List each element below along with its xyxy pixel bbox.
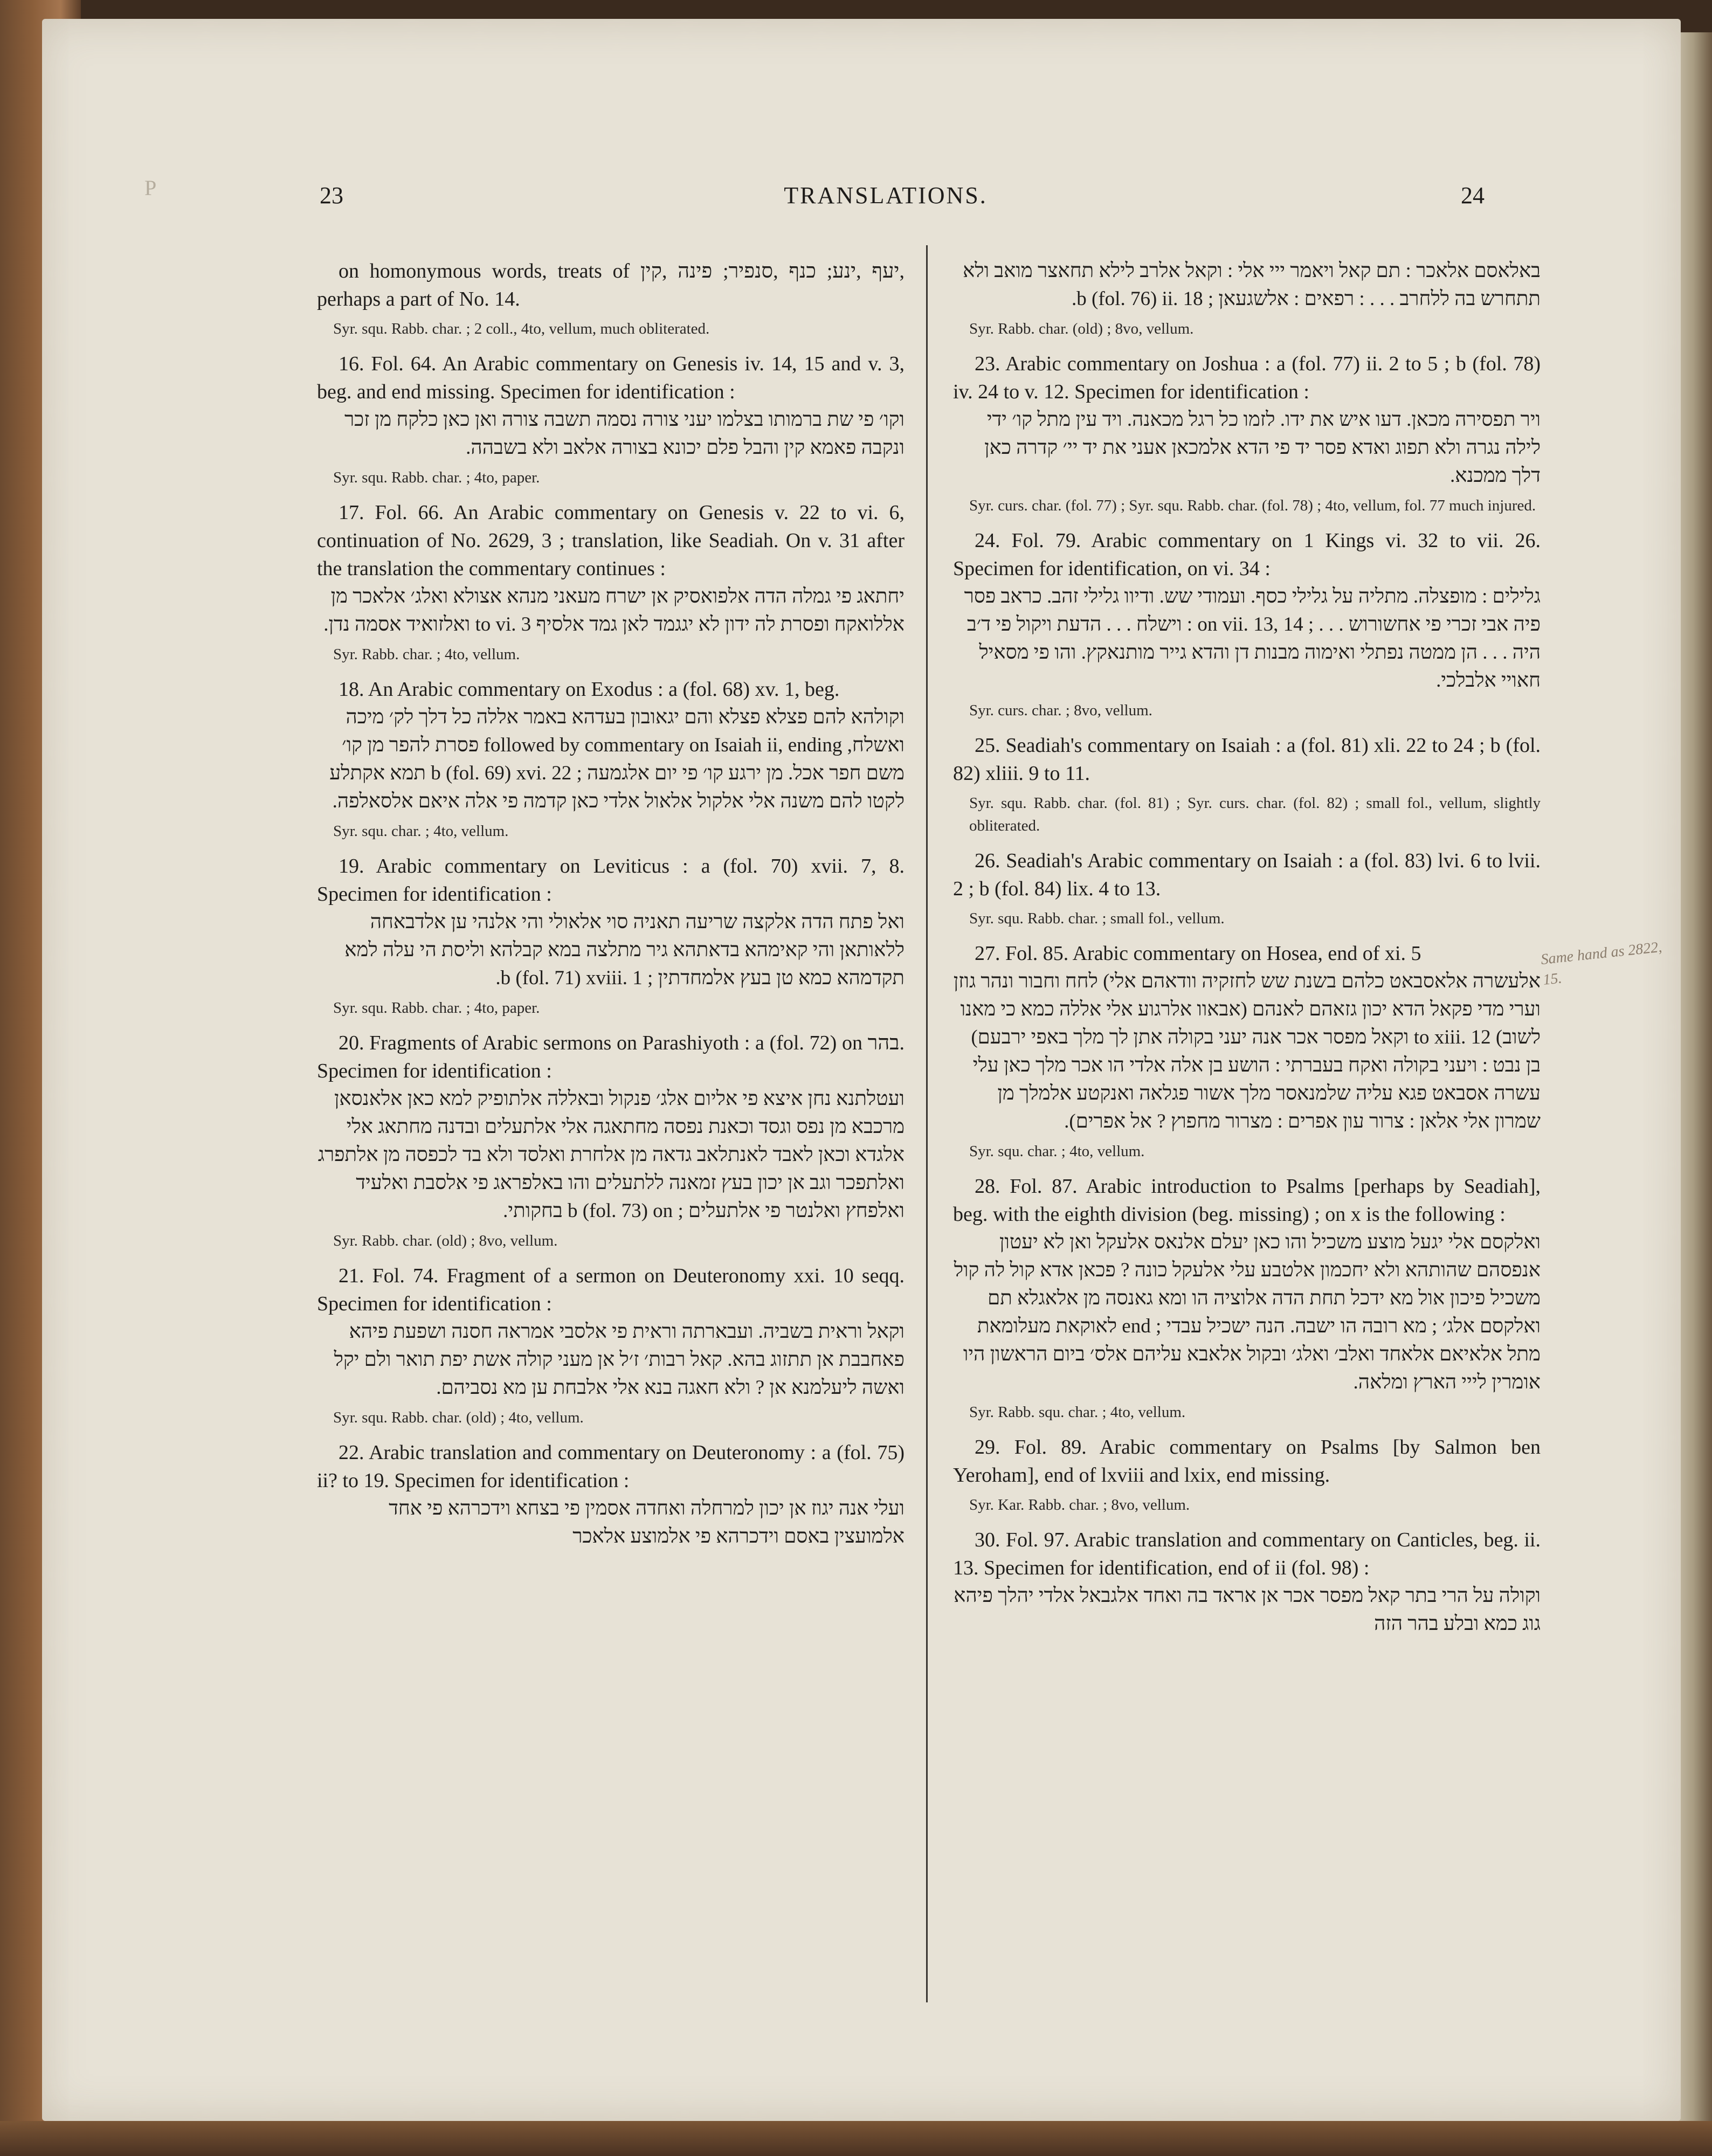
hebrew-specimen: אלעשרה אלאסבאט כלהם בשנת שש לחזקיה וודאהם אלי) לחח וחבור ונהר גוזן וערי מדי פקאל הדא יכון גזאהם לאנהם (אבאוו אלרגוע אלי אללה כמא כי מאנו לשוב) to xiii. 12 וקאל מפסר אכר אנה יעני בקולה אתן לך מלך באפי ירבעם) בן נבט : ויעני בקולה ואקח בעברתי : הושע בן אלה אלדי הו אכר מלך כאן עלי עשרה אסבאט פגא עליה שלמנאסר מלך אשור פגלאה ואנקטע אלמלך מן שמרון אלי אלאן : צרור עון אפרים : מצרור מחפוץ ? אל אפרים).	[953, 970, 1541, 1132]
entry-text: on homonymous words, treats of יעף ,ינע; כנף ,סנפיר; פינה ,קין, perhaps a part of No. 14.	[317, 260, 905, 310]
running-title: TRANSLATIONS.	[784, 182, 988, 209]
catalog-entry	[317, 350, 905, 489]
hebrew-specimen: ואל פתח הדה אלקצה שריעה תאניה סוי אלאולי והי אלנהי ען אלדבאחה ללאותאן והי קאימהא בדאתהא גיר מתלצה במא קבלהא וליסת הי עלה למא תקדמהא כמא טן בעץ אלמחדתין ; b (fol. 71) xviii. 1.	[344, 911, 905, 989]
entry-text: 16. Fol. 64. An Arabic commentary on Genesis iv. 14, 15 and v. 3, beg. and end missing. Specimen for identification :	[317, 353, 905, 403]
entry-description: Syr. squ. char. ; 4to, vellum.	[969, 1143, 1145, 1160]
entry-description: Syr. squ. Rabb. char. ; 2 coll., 4to, vellum, much obliterated.	[333, 320, 710, 337]
catalog-entry	[953, 939, 1541, 1163]
page-header	[42, 182, 1681, 219]
catalog-entry	[953, 1172, 1541, 1423]
entry-description: Syr. squ. Rabb. char. ; 4to, paper.	[333, 469, 540, 486]
handwritten-margin-note: Same hand as 2822, 15.	[1540, 938, 1663, 989]
entry-description: Syr. squ. Rabb. char. ; small fol., vellum.	[969, 910, 1225, 927]
entry-text: 23. Arabic commentary on Joshua : a (fol. 77) ii. 2 to 5 ; b (fol. 78) iv. 24 to v. 12. Specimen for identification :	[953, 353, 1541, 403]
entry-description: Syr. squ. char. ; 4to, vellum.	[333, 823, 509, 840]
hebrew-specimen: וקאל וראית בשביה. ועבארתה וראית פי אלסבי אמראה חסנה ושפעת פיהא פאחבבת אן תתזוג בהא. קאל רבות׳ ז׳ל אן מעני קולה אשת יפת תואר ולם יקל ואשה ליעלמנא אן ? ולא חאגה בנא אלי אלבחת ען מא נסביהם.	[334, 1321, 905, 1399]
hebrew-specimen: וקולהא להם פצלא פצלא והם יגאובון בעדהא באמר אללה כל דלך לק׳ מיכה ואשלח, followed by commentary on Isaiah ii, ending פסרת להפר מן קו׳ משם חפר אכל. מן ירגע קו׳ פי יום אלגמעה ; b (fol. 69) xvi. 22 תמא אקתלע לקטו להם משנה אלי אלקול אלאול אלדי כאן קדמה פי אלה איאם אלסאלפה.	[329, 706, 905, 812]
entry-text: 22. Arabic translation and commentary on Deuteronomy : a (fol. 75) ii? to 19. Specimen for identification :	[317, 1441, 905, 1492]
catalog-entry	[317, 675, 905, 842]
hebrew-specimen: ואלקסם אלי יגעל מוצע משכיל והו כאן יעלם אלנאס אלעקל ואן לא יעטון אנפסהם שהותהא ולא יחכמון אלטבע עלי אלעקל כונה ? פכאן אדא קול לה קול משכיל פיכון אול מא ידכל תחת הדה אלוציה הו ומא גאנסה מן אלאגלא תם ואלקסם אלג׳ ; מא רובה הו ישבה. הנה ישכיל עבדי ; end לאוקאת מעלומאת מתל אלאיאם אלאחד ואלב׳ ואלג׳ ובקול אלאבא עליהם אלס׳ ביום הראשון היו אומרין לייי הארץ ומלאה.	[954, 1231, 1541, 1393]
entry-description: Syr. Kar. Rabb. char. ; 8vo, vellum.	[969, 1496, 1190, 1514]
hebrew-specimen: וקו׳ פי שת ברמותו בצלמו יעני צורה נסמה תשבה צורה ואן כאן כלקח מן זכר ונקבה פאמא קין והבל פלם יכונא בצורה אלאב ולא בשבהה.	[344, 409, 905, 459]
catalog-entry	[953, 1433, 1541, 1516]
entry-text: 25. Seadiah's commentary on Isaiah : a (fol. 81) xli. 22 to 24 ; b (fol. 82) xliii. 9 to 11.	[953, 734, 1541, 785]
pencil-mark: P	[144, 176, 157, 200]
catalog-entry	[953, 257, 1541, 340]
entry-text: 30. Fol. 97. Arabic translation and commentary on Canticles, beg. ii. 13. Specimen for identification, end of ii (fol. 98) :	[953, 1529, 1541, 1579]
entry-description: Syr. curs. char. ; 8vo, vellum.	[969, 702, 1152, 719]
left-page-number: 23	[320, 182, 343, 209]
book-page	[42, 19, 1681, 2121]
hebrew-specimen: ועלי אנה יגוז אן יכון למרחלה ואחדה אסמין פי בצחא וידכרהא פי אחד אלמועצין באסם וידכרהא פי אלמוצע אלאכר	[389, 1497, 905, 1547]
left-column	[317, 257, 905, 2090]
hebrew-specimen: באלאסם אלאכר : תם קאל ויאמר ייי אלי : וקאל אלרב לילא תחאצר מואב ולא תתחרש בה ללחרב . . . : רפאים : אלשגעאן ; b (fol. 76) ii. 18.	[963, 260, 1541, 310]
entry-description: Syr. Rabb. char. (old) ; 8vo, vellum.	[333, 1232, 558, 1249]
catalog-entry	[953, 527, 1541, 722]
entry-text: 24. Fol. 79. Arabic commentary on 1 Kings vi. 32 to vii. 26. Specimen for identification, on vi. 34 :	[953, 529, 1541, 580]
catalog-entry	[317, 257, 905, 340]
catalog-entry	[953, 731, 1541, 837]
hebrew-specimen: ויר תפסירה מכאן. דעו איש את ידו. לזמו כל רגל מכאנה. ויד עין מתל קו׳ ידי לילה נגרה ולא תפוג ואדא פסר יד פי הדא אלמכאן אעני את יד יי׳ קדרה כאן דלך ממכנא.	[984, 409, 1541, 487]
entry-description: Syr. curs. char. (fol. 77) ; Syr. squ. Rabb. char. (fol. 78) ; 4to, vellum, fol. 77 much injured.	[969, 497, 1536, 514]
catalog-entry	[317, 1262, 905, 1429]
entry-text: 18. An Arabic commentary on Exodus : a (fol. 68) xv. 1, beg.	[339, 678, 840, 701]
catalog-entry	[317, 1439, 905, 1551]
catalog-entry	[317, 499, 905, 666]
right-column	[953, 257, 1541, 2090]
right-page-number: 24	[1461, 182, 1485, 209]
catalog-entry	[953, 1526, 1541, 1638]
entry-text: 29. Fol. 89. Arabic commentary on Psalms [by Salmon ben Yeroham], end of lxviii and lxix, end missing.	[953, 1436, 1541, 1487]
entry-text: 20. Fragments of Arabic sermons on Parashiyoth : a (fol. 72) on בהר. Specimen for identification :	[317, 1032, 905, 1082]
hebrew-specimen: וקולה על הרי בתר קאל מפסר אכר אן אראד בה ואחד אלגבאל אלדי יהלך פיהא גוג כמא ובלע בהר הזה	[954, 1585, 1541, 1635]
entry-text: 19. Arabic commentary on Leviticus : a (fol. 70) xvii. 7, 8. Specimen for identification :	[317, 855, 905, 906]
entry-description: Syr. squ. Rabb. char. (old) ; 4to, vellum.	[333, 1409, 584, 1426]
entry-text: 26. Seadiah's Arabic commentary on Isaiah : a (fol. 83) lvi. 6 to lvii. 2 ; b (fol. 84) lix. 4 to 13.	[953, 849, 1541, 900]
catalog-entry	[953, 847, 1541, 930]
entry-description: Syr. Rabb. char. ; 4to, vellum.	[333, 646, 520, 663]
catalog-entry	[317, 852, 905, 1019]
entry-text: 28. Fol. 87. Arabic introduction to Psalms [perhaps by Seadiah], beg. with the eighth division (beg. missing) ; on x is the following :	[953, 1175, 1541, 1226]
hebrew-specimen: יחתאג פי גמלה הדה אלפואסיק אן ישרח מעאני מנהא אצולא ואלג׳ אלאכר מן אללואקח ופסרת לה ידון לא יגגמד לאן גמד אלסיף to vi. 3 ואלזואיד אסמה נדן.	[323, 585, 905, 635]
entry-text: 21. Fol. 74. Fragment of a sermon on Deuteronomy xxi. 10 seqq. Specimen for identification :	[317, 1264, 905, 1315]
entry-description: Syr. Rabb. char. (old) ; 8vo, vellum.	[969, 320, 1194, 337]
catalog-entry	[317, 1029, 905, 1252]
entry-description: Syr. squ. Rabb. char. (fol. 81) ; Syr. curs. char. (fol. 82) ; small fol., vellum, slightly obliterated.	[969, 794, 1541, 834]
entry-description: Syr. Rabb. squ. char. ; 4to, vellum.	[969, 1404, 1186, 1421]
catalog-entry	[953, 350, 1541, 517]
entry-text: 17. Fol. 66. An Arabic commentary on Genesis v. 22 to vi. 6, continuation of No. 2629, 3 ; translation, like Seadiah. On v. 31 after the translation the commentary continues :	[317, 501, 905, 580]
hebrew-specimen: ועטלתנא נחן איצא פי אליום אלג׳ פנקול ובאללה אלתופיק למא כאן אלאנסאן מרכבא מן נפס וגסד וכאנת נפסה מחתאגה אלי אלתעלים ובדנה מחתאג אלי אלגדא וכאן לאבד לאנתלאב גדאה מן אלחרת ואלסד ולא בד לכפסה מן אלתפרג ואלתפכר וגב אן יכון בעץ זמאנה ללתעלים והו באלפראג פי אלסבת ואלעיד ואלפחץ ואלנטר פי אלתעלים ; b (fol. 73) on בחקותי.	[317, 1088, 905, 1222]
entry-text: 27. Fol. 85. Arabic commentary on Hosea, end of xi. 5	[975, 942, 1421, 965]
entry-description: Syr. squ. Rabb. char. ; 4to, paper.	[333, 999, 540, 1017]
hebrew-specimen: גלילים : מופצלה. מתליה על גלילי כסף. ועמודי שש. ודיוו גלילי זהב. כראב פסר פיה אבי זכרי פי אחשורוש . . . ; on vii. 13, 14 : וישלח . . . הדעת ויקול פי ד׳ב היה . . . הן ממטה נפתלי ואימוה מבנות דן והדא גייר מותנאקץ. והו פי מסאיל חאויי אלבלכי.	[964, 585, 1541, 692]
column-divider	[926, 245, 928, 2002]
book-bottom-edge	[0, 2121, 1712, 2156]
